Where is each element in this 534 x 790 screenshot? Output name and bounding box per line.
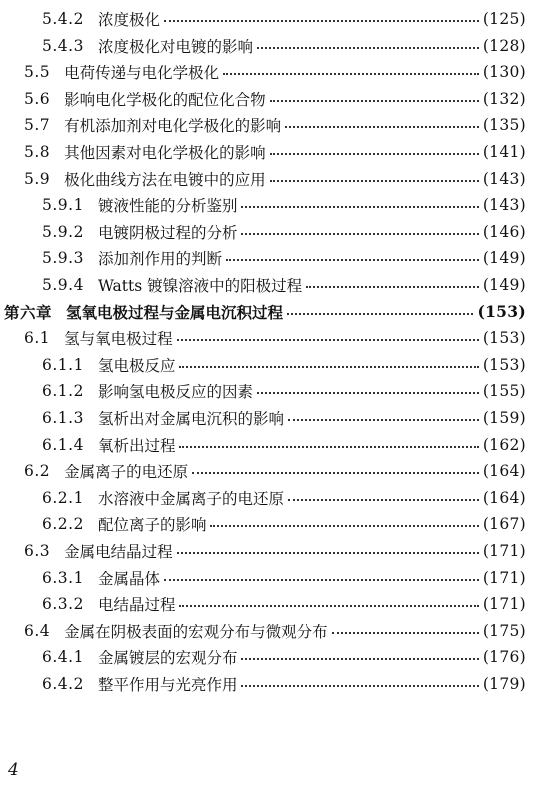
toc-entry-title: 电镀阴极过程的分析 bbox=[97, 223, 238, 242]
toc-entry-title: 添加剂作用的判断 bbox=[97, 250, 222, 269]
toc-leader-dots bbox=[177, 339, 479, 341]
toc-entry bbox=[42, 272, 526, 298]
toc-entry-title: Watts 镀镍溶液中的阳极过程 bbox=[97, 277, 303, 295]
toc-entry-title: 氢析出对金属电沉积的影响 bbox=[97, 410, 284, 428]
toc-entry bbox=[42, 511, 526, 537]
toc-entry bbox=[24, 325, 526, 351]
toc-entry-number: 6.1.3 bbox=[42, 409, 84, 427]
toc-entry-title: 其他因素对电化学极化的影响 bbox=[64, 144, 266, 162]
toc-entry-page: (143) bbox=[482, 169, 526, 188]
toc-leader-dots bbox=[179, 366, 478, 368]
toc-entry bbox=[42, 378, 526, 404]
toc-entry-number: 6.3.1 bbox=[42, 568, 84, 587]
toc-entry-title: 整平作用与光亮作用 bbox=[97, 676, 238, 694]
toc-entry-page: (164) bbox=[482, 488, 526, 507]
toc-leader-dots bbox=[288, 419, 479, 421]
toc-leader-dots bbox=[223, 73, 479, 75]
toc-entry-title: 金属晶体 bbox=[97, 569, 160, 588]
toc-entry-page: (143) bbox=[482, 196, 526, 215]
toc-entry-title: 电结晶过程 bbox=[97, 596, 176, 615]
toc-entry-page: (153) bbox=[482, 329, 526, 348]
toc-leader-dots bbox=[226, 259, 479, 261]
toc-entry-number: 6.2.2 bbox=[42, 515, 84, 534]
toc-entry-page: (179) bbox=[482, 675, 526, 693]
toc-leader-dots bbox=[306, 286, 479, 288]
toc-leader-dots bbox=[257, 392, 479, 394]
toc-leader-dots bbox=[270, 180, 479, 182]
toc-leader-dots bbox=[287, 313, 473, 315]
toc-entry-title: 水溶液中金属离子的电还原 bbox=[97, 489, 284, 508]
toc-entry bbox=[42, 644, 526, 670]
toc-entry-page: (171) bbox=[482, 595, 526, 614]
toc-entry-number: 6.4.2 bbox=[42, 675, 84, 693]
toc-entry-title: 浓度极化对电镀的影响 bbox=[97, 37, 253, 56]
toc-entry-page: (164) bbox=[482, 462, 526, 481]
toc-entry-number: 6.1 bbox=[24, 329, 51, 348]
page-number: 4 bbox=[8, 760, 19, 780]
toc-entry-number: 6.1.2 bbox=[42, 382, 84, 401]
toc-entry-number: 5.7 bbox=[24, 116, 51, 135]
toc-entry bbox=[42, 219, 526, 245]
toc-entry-number: 5.9.1 bbox=[42, 196, 84, 215]
toc-entry-page: (167) bbox=[482, 515, 526, 534]
toc-entry bbox=[42, 192, 526, 218]
toc-leader-dots bbox=[177, 552, 479, 554]
toc-entry bbox=[42, 33, 526, 59]
toc-leader-dots bbox=[257, 47, 479, 49]
toc-entry-number: 第六章 bbox=[4, 302, 53, 322]
toc-entry-page: (130) bbox=[482, 63, 526, 82]
toc-leader-dots bbox=[210, 525, 478, 527]
toc-leader-dots bbox=[164, 579, 479, 581]
toc-entry-page: (162) bbox=[482, 435, 526, 454]
toc-leader-dots bbox=[179, 605, 478, 607]
toc-entry bbox=[42, 405, 526, 431]
toc-entry-title: 影响氢电极反应的因素 bbox=[97, 383, 253, 402]
toc-entry bbox=[24, 86, 526, 112]
toc-entry-page: (141) bbox=[482, 143, 526, 161]
toc-entry-number: 5.9.2 bbox=[42, 222, 84, 241]
toc-entry-page: (171) bbox=[482, 568, 526, 587]
toc-leader-dots bbox=[241, 685, 478, 687]
toc-entry bbox=[24, 112, 526, 138]
toc-entry-page: (146) bbox=[482, 222, 526, 241]
toc-entry-number: 5.9.3 bbox=[42, 249, 84, 268]
toc-entry bbox=[42, 591, 526, 617]
toc-leader-dots bbox=[241, 658, 478, 660]
toc-entry bbox=[42, 245, 526, 271]
toc-entry-page: (128) bbox=[482, 36, 526, 55]
toc-entry-title: 浓度极化 bbox=[97, 11, 160, 29]
toc-entry-number: 6.2.1 bbox=[42, 488, 84, 507]
toc-entry-title: 镀液性能的分析鉴别 bbox=[97, 197, 238, 216]
toc-entry bbox=[24, 458, 526, 484]
toc-entry-number: 5.9 bbox=[24, 169, 51, 188]
toc-entry-page: (175) bbox=[482, 621, 526, 640]
toc-entry-number: 6.4.1 bbox=[42, 648, 84, 667]
toc-entry-title: 配位离子的影响 bbox=[97, 516, 207, 535]
toc-entry-number: 6.2 bbox=[24, 462, 51, 481]
toc-entry-title: 金属在阴极表面的宏观分布与微观分布 bbox=[64, 622, 328, 641]
toc-leader-dots bbox=[285, 126, 479, 128]
toc-leader-dots bbox=[164, 20, 479, 22]
toc-entry-page: (132) bbox=[482, 89, 526, 108]
toc-entry-number: 5.9.4 bbox=[42, 276, 84, 294]
toc-entry bbox=[42, 671, 526, 697]
toc-entry-title: 极化曲线方法在电镀中的应用 bbox=[64, 170, 266, 189]
toc-entry-title: 氢与氧电极过程 bbox=[64, 330, 173, 349]
toc-entry-title: 金属镀层的宏观分布 bbox=[97, 649, 238, 668]
toc-entry bbox=[42, 432, 526, 458]
toc-entry-title: 影响电化学极化的配位化合物 bbox=[64, 90, 266, 109]
toc-entry-title: 有机添加剂对电化学极化的影响 bbox=[64, 117, 282, 136]
toc-entry-page: (149) bbox=[482, 249, 526, 268]
toc-entry-number: 5.6 bbox=[24, 89, 51, 108]
toc-entry-page: (176) bbox=[482, 648, 526, 667]
toc-entry bbox=[24, 166, 526, 192]
toc-leader-dots bbox=[270, 153, 479, 155]
toc-entry-page: (171) bbox=[482, 542, 526, 560]
toc-entry bbox=[42, 352, 526, 378]
toc-entry bbox=[24, 618, 526, 644]
toc-entry bbox=[42, 485, 526, 511]
toc-entry bbox=[4, 299, 526, 325]
toc-entry bbox=[24, 538, 526, 564]
toc-entry-number: 6.3 bbox=[24, 542, 51, 560]
toc-entry-number: 6.1.1 bbox=[42, 355, 84, 374]
toc-leader-dots bbox=[270, 100, 479, 102]
toc-leader-dots bbox=[241, 206, 478, 208]
toc-entry-number: 5.8 bbox=[24, 143, 51, 161]
toc-leader-dots bbox=[241, 233, 478, 235]
toc-entry-title: 金属离子的电还原 bbox=[64, 463, 189, 482]
toc-entry bbox=[24, 139, 526, 165]
toc-leader-dots bbox=[179, 446, 478, 448]
toc-entry bbox=[24, 59, 526, 85]
toc-entry-page: (155) bbox=[482, 382, 526, 401]
toc-leader-dots bbox=[288, 499, 479, 501]
toc-entry-page: (135) bbox=[482, 116, 526, 135]
toc-leader-dots bbox=[332, 632, 479, 634]
toc-entry-title: 氧析出过程 bbox=[97, 436, 176, 455]
toc-entry-title: 氢电极反应 bbox=[97, 356, 176, 375]
toc-entry-page: (153) bbox=[482, 355, 526, 374]
toc-entry bbox=[42, 565, 526, 591]
toc-entry-page: (159) bbox=[482, 409, 526, 427]
toc-entry-title: 金属电结晶过程 bbox=[64, 543, 173, 561]
toc-leader-dots bbox=[192, 472, 479, 474]
toc-entry-number: 6.1.4 bbox=[42, 435, 84, 454]
toc-entry-page: (125) bbox=[482, 10, 526, 28]
toc-entry-title: 电荷传递与电化学极化 bbox=[64, 64, 220, 83]
toc-entry bbox=[42, 6, 526, 32]
toc-entry-number: 5.4.2 bbox=[42, 10, 84, 28]
toc-entry-page: (149) bbox=[482, 276, 526, 294]
toc-entry-page: (153) bbox=[477, 302, 526, 322]
toc-entry-number: 5.5 bbox=[24, 63, 51, 82]
toc-entry-title: 氢氧电极过程与金属电沉积过程 bbox=[66, 302, 284, 322]
toc-entry-number: 5.4.3 bbox=[42, 36, 84, 55]
toc-entry-number: 6.4 bbox=[24, 621, 51, 640]
toc-entry-number: 6.3.2 bbox=[42, 595, 84, 614]
